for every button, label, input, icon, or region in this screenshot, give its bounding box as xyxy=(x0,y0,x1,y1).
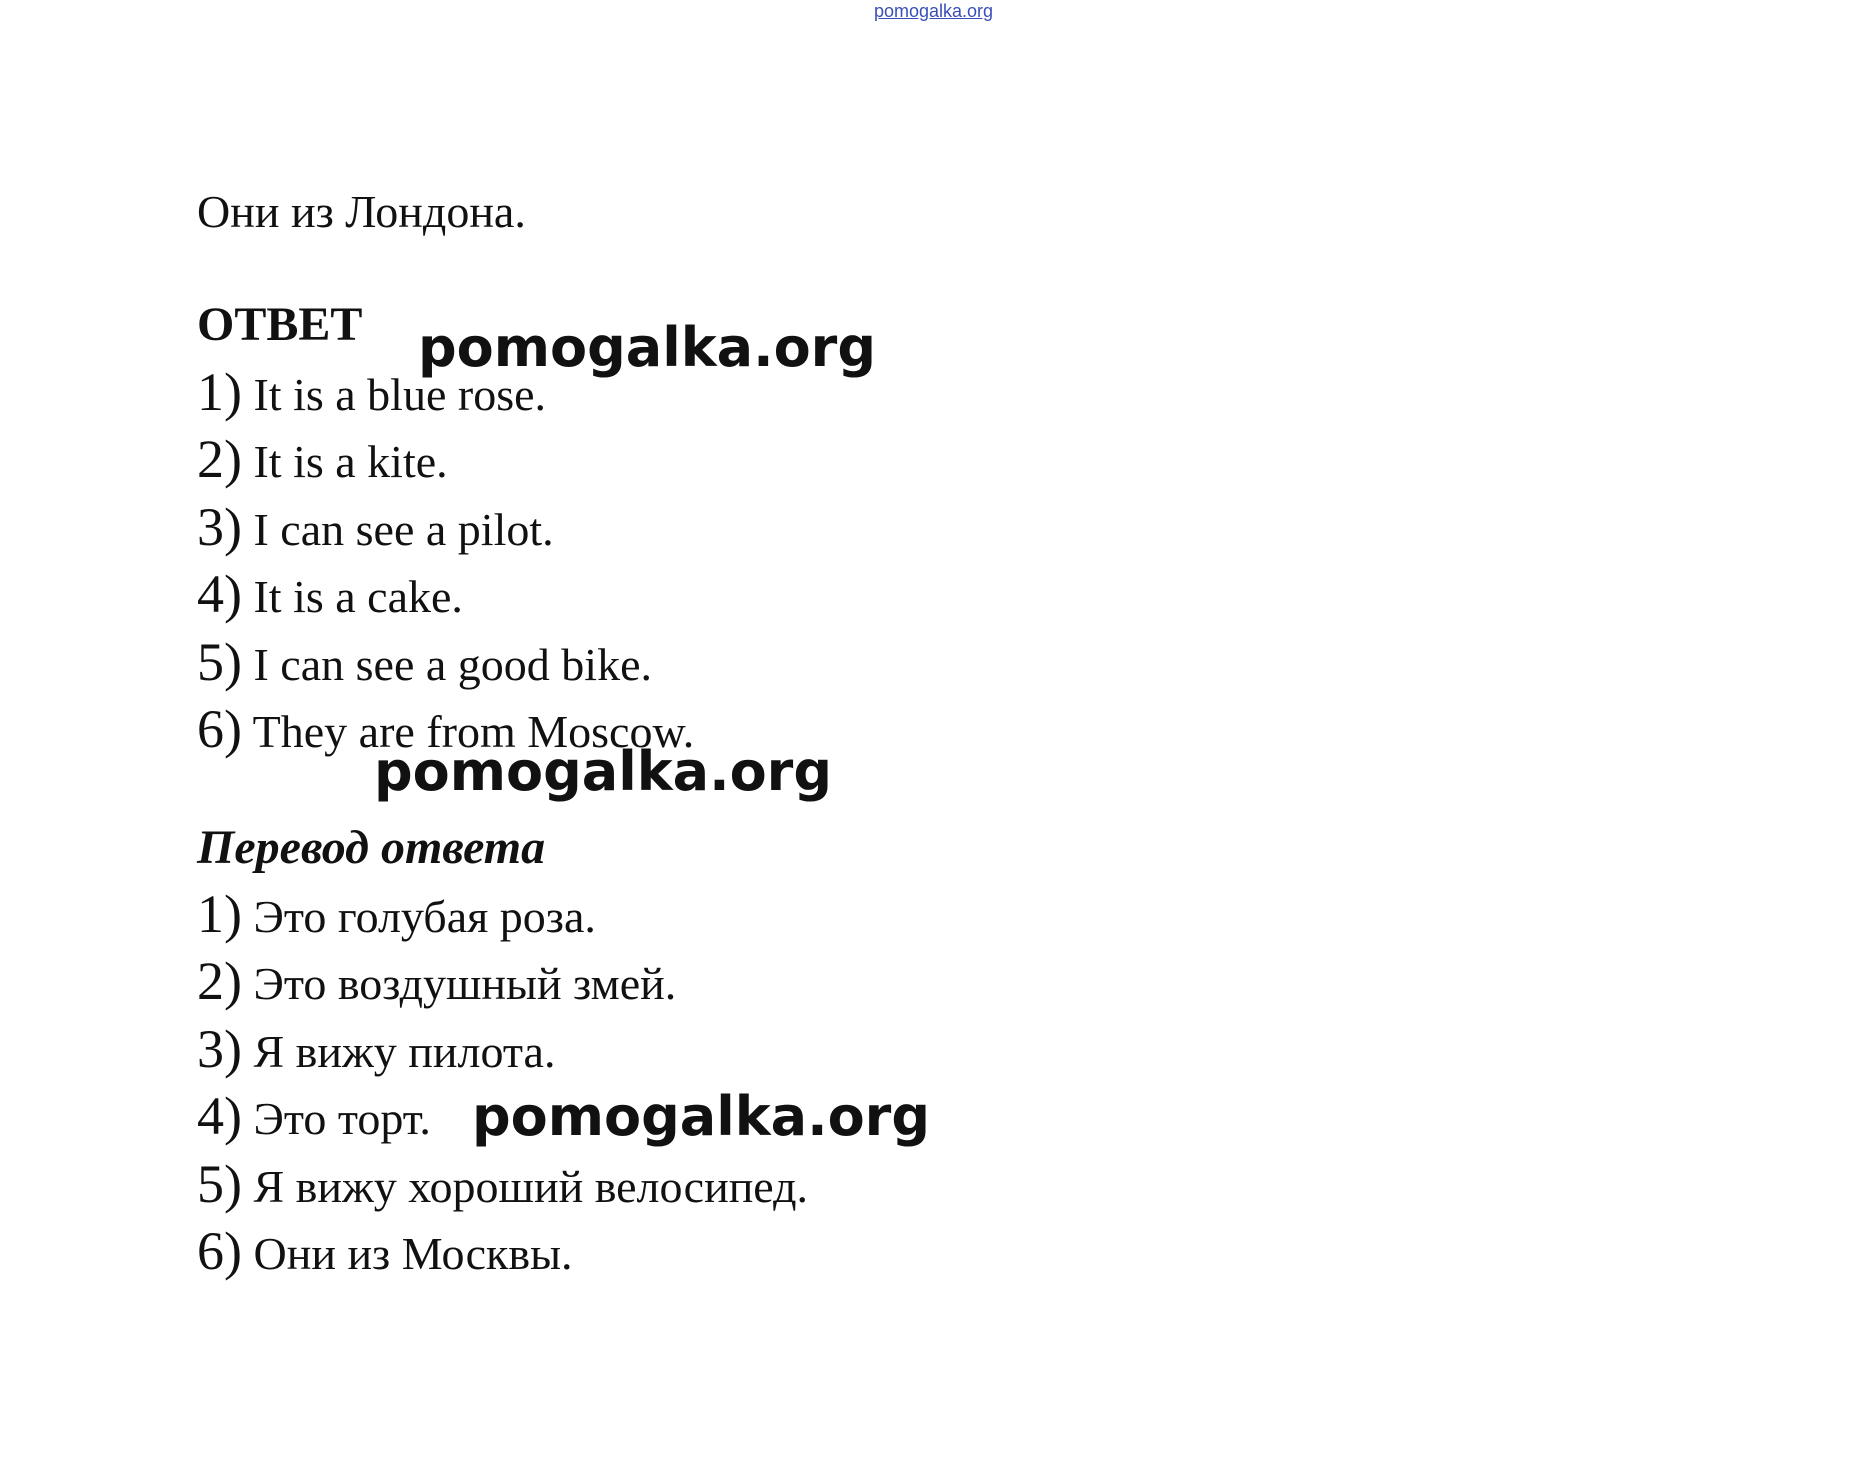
item-text: Я вижу пилота. xyxy=(253,1026,556,1077)
translation-heading: Перевод ответа xyxy=(197,821,546,874)
item-text: Это торт. xyxy=(253,1093,431,1144)
watermark-text: pomogalka.org xyxy=(374,740,832,803)
answer-item xyxy=(197,431,448,490)
item-number: 2) xyxy=(197,429,242,489)
item-number: 4) xyxy=(197,564,242,624)
item-number: 3) xyxy=(197,1019,242,1079)
item-text: Это воздушный змей. xyxy=(253,958,677,1009)
translation-item xyxy=(197,1156,808,1215)
item-text: Я вижу хороший велосипед. xyxy=(253,1161,809,1212)
item-text: I can see a good bike. xyxy=(253,639,652,690)
intro-line: Они из Лондона. xyxy=(197,186,526,237)
answer-heading: ОТВЕТ xyxy=(197,298,363,351)
item-number: 1) xyxy=(197,884,242,944)
item-text: It is a blue rose. xyxy=(253,369,547,420)
translation-item xyxy=(197,1021,555,1080)
item-number: 5) xyxy=(197,1154,242,1214)
item-number: 4) xyxy=(197,1086,242,1146)
answer-item xyxy=(197,499,554,558)
item-number: 6) xyxy=(197,699,242,759)
item-number: 5) xyxy=(197,632,242,692)
translation-item xyxy=(197,953,676,1012)
answer-item xyxy=(197,634,652,693)
item-text: It is a kite. xyxy=(253,436,448,487)
item-text: Они из Москвы. xyxy=(253,1228,573,1279)
translation-item xyxy=(197,1088,431,1147)
item-number: 3) xyxy=(197,497,242,557)
watermark-text: pomogalka.org xyxy=(472,1085,930,1148)
header-site-link[interactable]: pomogalka.org xyxy=(873,1,994,21)
item-text: I can see a pilot. xyxy=(253,504,554,555)
item-text: Это голубая роза. xyxy=(253,891,596,942)
item-number: 1) xyxy=(197,362,242,422)
item-number: 6) xyxy=(197,1221,242,1281)
translation-item xyxy=(197,1223,573,1282)
item-text: They are from Moscow. xyxy=(252,706,695,757)
item-text: It is a cake. xyxy=(253,571,463,622)
item-number: 2) xyxy=(197,951,242,1011)
translation-item xyxy=(197,886,596,945)
answer-item xyxy=(197,566,463,625)
watermark-text: pomogalka.org xyxy=(418,316,876,379)
